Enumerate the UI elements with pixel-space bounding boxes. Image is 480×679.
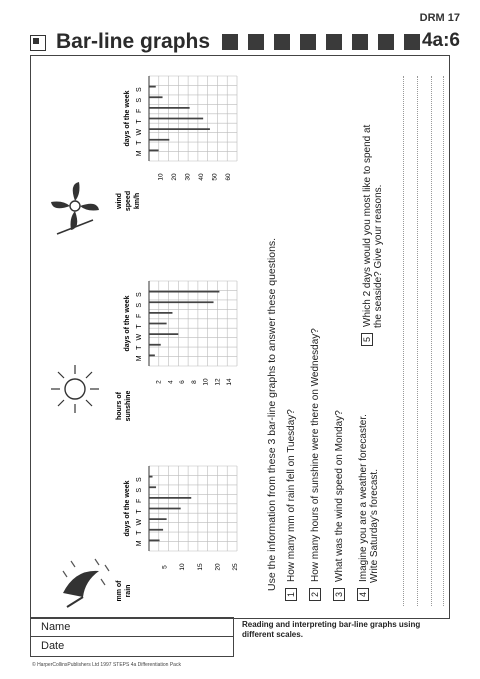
page-title: Bar-line graphs	[56, 30, 211, 53]
unit-label: mm of	[116, 580, 123, 602]
day-tick-label: M	[136, 355, 143, 362]
days-axis-label: days of the week	[124, 295, 131, 352]
question-3	[333, 410, 345, 601]
question-number: 3	[333, 588, 345, 601]
question-number: 5	[361, 333, 373, 346]
day-tick-label: W	[136, 518, 143, 526]
answer-line[interactable]	[417, 76, 418, 606]
decor-square	[404, 34, 420, 50]
decor-square	[326, 34, 342, 50]
day-tick-label: T	[136, 140, 143, 145]
question-number: 1	[285, 588, 297, 601]
value-tick-label: 6	[179, 380, 187, 384]
day-tick-label: T	[136, 324, 143, 329]
days-axis-label: days of the week	[124, 90, 131, 147]
question-text: Which 2 days would you most like to spend at	[362, 124, 373, 327]
day-tick-label: S	[136, 292, 143, 297]
decor-square	[222, 34, 238, 50]
sheet-code: DRM 17	[419, 12, 460, 24]
day-tick-label: M	[136, 150, 143, 157]
value-tick-label: 25	[232, 563, 239, 571]
value-tick-label: 10	[157, 173, 165, 181]
day-tick-label: T	[136, 345, 143, 350]
decor-square	[300, 34, 316, 50]
instructions-text: Use the information from these 3 bar-line graphs to answer these questions.	[266, 237, 278, 591]
day-tick-label: T	[136, 119, 143, 124]
value-tick-label: 50	[211, 173, 219, 181]
name-field[interactable]: Name	[31, 618, 233, 637]
question-4	[357, 414, 380, 601]
answer-line[interactable]	[403, 76, 404, 606]
sun-icon	[47, 361, 103, 417]
question-number: 4	[357, 588, 369, 601]
day-tick-label: M	[136, 540, 143, 547]
value-tick-label: 30	[184, 173, 192, 181]
value-tick-label: 60	[225, 173, 233, 181]
worksheet-icon	[30, 35, 46, 51]
header-bar	[30, 30, 460, 56]
decor-square	[352, 34, 368, 50]
value-tick-label: 8	[190, 380, 198, 384]
day-tick-label: F	[136, 498, 143, 504]
value-tick-label: 14	[226, 378, 234, 386]
value-tick-label: 10	[202, 378, 210, 386]
value-tick-label: 4	[167, 380, 175, 384]
date-field[interactable]: Date	[41, 640, 65, 652]
days-axis-label: days of the week	[124, 480, 131, 537]
value-tick-label: 20	[171, 173, 179, 181]
question-2	[309, 328, 321, 601]
day-tick-label: T	[136, 530, 143, 535]
day-tick-label: S	[136, 477, 143, 482]
question-1	[285, 409, 297, 601]
unit-label: wind	[116, 193, 123, 209]
value-tick-label: 5	[161, 565, 169, 569]
sheet-number: 4a:6	[421, 30, 460, 51]
decor-square	[378, 34, 394, 50]
day-tick-label: W	[136, 333, 143, 341]
value-tick-label: 12	[214, 378, 222, 386]
graphs-area	[31, 56, 449, 618]
unit-label: rain	[125, 584, 132, 598]
decor-square	[248, 34, 264, 50]
day-tick-label: F	[136, 108, 143, 114]
question-number: 2	[309, 588, 321, 601]
worksheet-frame	[30, 55, 450, 619]
unit-label: speed	[125, 190, 132, 212]
question-text: Write Saturday's forecast.	[369, 469, 380, 583]
name-date-box	[30, 617, 234, 657]
day-tick-label: F	[136, 313, 143, 319]
question-text: What was the wind speed on Monday?	[334, 410, 345, 582]
activity-description: Reading and interpreting bar-line graphs using different scales.	[242, 620, 421, 639]
day-tick-label: W	[136, 128, 143, 136]
day-tick-label: S	[136, 302, 143, 308]
decor-square	[274, 34, 290, 50]
day-tick-label: S	[136, 97, 143, 103]
answer-line[interactable]	[431, 76, 432, 606]
value-tick-label: 40	[198, 173, 206, 181]
unit-label: km/h	[134, 192, 141, 210]
answer-line[interactable]	[443, 76, 444, 606]
question-text: Imagine you are a weather forecaster.	[358, 414, 369, 582]
question-text: the seaside? Give your reasons.	[373, 184, 384, 328]
umbrella-rain-icon	[55, 551, 115, 611]
value-tick-label: 10	[179, 563, 187, 571]
copyright-text: © HarperCollinsPublishers Ltd 1997 STEPS 4a Differentiation Pack	[32, 662, 181, 668]
value-tick-label: 15	[196, 563, 204, 571]
unit-label: hours of	[116, 392, 123, 420]
value-tick-label: 2	[155, 380, 163, 384]
unit-label: sunshine	[125, 390, 132, 422]
day-tick-label: T	[136, 509, 143, 514]
value-tick-label: 20	[214, 563, 222, 571]
day-tick-label: S	[136, 87, 143, 92]
day-tick-label: S	[136, 487, 143, 493]
windmill-icon	[47, 176, 103, 236]
question-text: How many hours of sunshine were there on Wednesday?	[310, 328, 321, 582]
question-text: How many mm of rain fell on Tuesday?	[286, 409, 297, 582]
question-5	[361, 125, 384, 346]
